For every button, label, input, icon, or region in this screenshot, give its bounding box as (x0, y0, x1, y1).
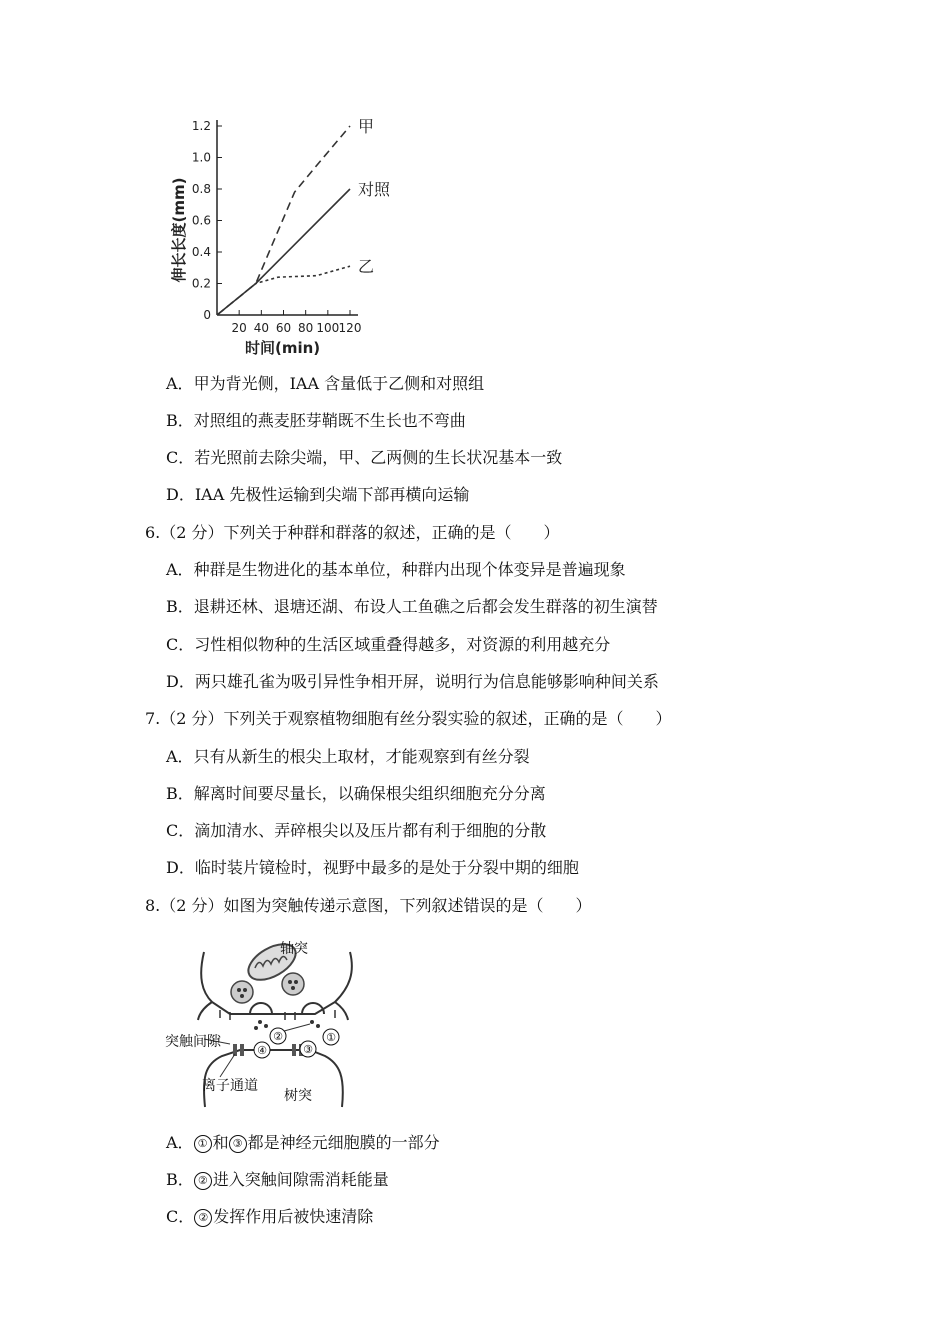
x-tick-label: 120 (338, 321, 362, 335)
series-line-甲 (217, 126, 350, 315)
q6-option-a[interactable]: A．种群是生物进化的基本单位，种群内出现个体变异是普遍现象 (166, 560, 626, 579)
y-tick-label: 0.8 (191, 182, 211, 196)
dendrite-label: 树突 (284, 1088, 312, 1104)
ion-channel (292, 1044, 296, 1056)
q7-option-b[interactable]: B．解离时间要尽量长，以确保根尖组织细胞充分分离 (166, 784, 546, 803)
series-label: 对照 (358, 180, 391, 199)
series-label: 甲 (358, 117, 375, 136)
q7-option-a[interactable]: A．只有从新生的根尖上取材，才能观察到有丝分裂 (166, 747, 530, 766)
series-label: 乙 (358, 257, 375, 277)
ion-channel-label: 离子通道 (202, 1078, 258, 1094)
y-tick-label: 0.2 (191, 276, 211, 291)
q6-option-b[interactable]: B．退耕还林、退塘还湖、布设人工鱼礁之后都会发生群落的初生演替 (166, 597, 658, 616)
q6-option-d[interactable]: D．两只雄孔雀为吸引异性争相开屏，说明行为信息能够影响种间关系 (166, 672, 659, 691)
mark-3: ③ (303, 1043, 313, 1056)
x-tick-label: 60 (275, 321, 292, 335)
q8-option-c[interactable]: C． ② 发挥作用后被快速清除 (166, 1207, 374, 1226)
x-tick-label: 80 (298, 321, 314, 335)
q8-option-b[interactable]: B． ② 进入突触间隙需消耗能量 (166, 1170, 389, 1189)
y-tick-label: 0.6 (191, 213, 211, 228)
axon-label: 轴突 (280, 941, 308, 957)
y-tick-label: 0 (203, 308, 211, 322)
q5-option-a[interactable]: A．甲为背光侧，IAA 含量低于乙侧和对照组 (166, 374, 485, 393)
vesicle (282, 973, 304, 995)
q6-stem: 6.（2 分）下列关于种群和群落的叙述，正确的是（ ） (145, 523, 560, 542)
x-axis-title: 时间(min) (245, 339, 321, 357)
q8-option-a[interactable]: A． ① 和 ③ 都是神经元细胞膜的一部分 (166, 1133, 440, 1152)
q7-option-c[interactable]: C．滴加清水、弄碎根尖以及压片都有利于细胞的分散 (166, 821, 547, 840)
q8-stem: 8.（2 分）如图为突触传递示意图，下列叙述错误的是（ ） (145, 896, 592, 915)
synapse-diagram (160, 932, 380, 1112)
y-axis-title: 伸长长度(mm) (170, 177, 188, 283)
mark-1: ① (326, 1031, 336, 1044)
series-line-乙 (217, 266, 350, 315)
q7-stem: 7.（2 分）下列关于观察植物细胞有丝分裂实验的叙述，正确的是（ ） (145, 709, 672, 728)
y-tick-label: 1.2 (191, 119, 211, 133)
x-tick-label: 100 (316, 321, 340, 335)
series-line-对照 (217, 189, 350, 315)
x-tick-label: 20 (231, 321, 247, 335)
vesicle (231, 981, 253, 1003)
growth-chart (160, 110, 420, 365)
y-tick-label: 0.4 (191, 245, 211, 259)
q7-option-d[interactable]: D．临时装片镜检时，视野中最多的是处于分裂中期的细胞 (166, 858, 579, 877)
q5-option-b[interactable]: B．对照组的燕麦胚芽鞘既不生长也不弯曲 (166, 411, 466, 430)
q6-option-c[interactable]: C．习性相似物种的生活区域重叠得越多，对资源的利用越充分 (166, 635, 611, 654)
q5-option-c[interactable]: C．若光照前去除尖端，甲、乙两侧的生长状况基本一致 (166, 448, 563, 467)
q5-option-d[interactable]: D．IAA 先极性运输到尖端下部再横向运输 (166, 485, 470, 504)
mark-4: ④ (257, 1044, 267, 1057)
chart-plot (192, 117, 391, 335)
cleft-label: 突触间隙 (165, 1034, 221, 1050)
x-tick-label: 40 (253, 321, 269, 335)
y-tick-label: 1.0 (191, 150, 211, 165)
mark-2: ② (273, 1030, 283, 1043)
